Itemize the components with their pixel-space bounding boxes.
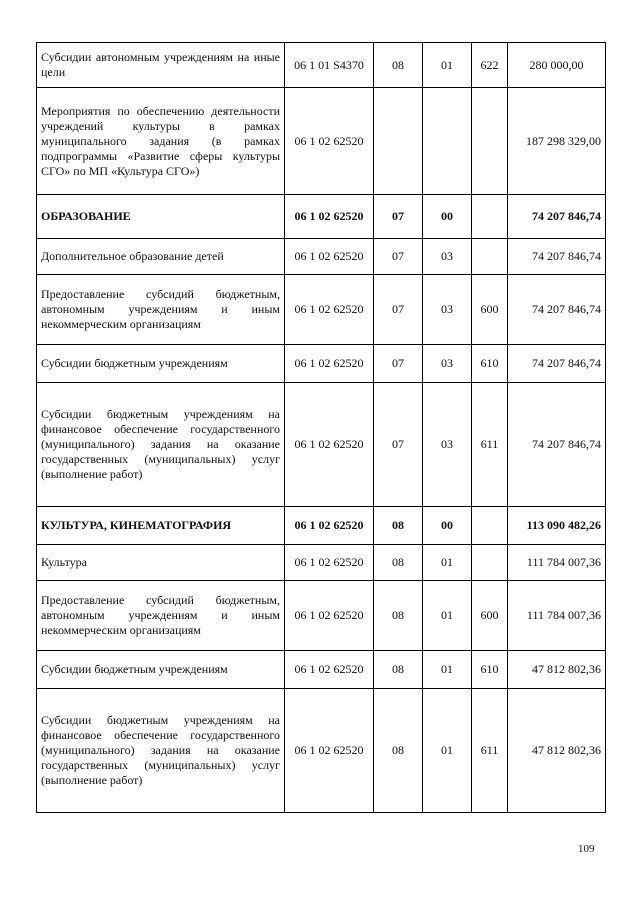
row-name: Дополнительное образование детей [37,239,285,275]
row-subsection: 01 [423,581,472,651]
row-expense-type: 622 [472,43,508,88]
table-row [37,507,606,545]
row-expense-type: 610 [472,651,508,689]
row-name: Субсидии бюджетным учреждениям на финансовое обеспечение государственного (муниципального) задания на оказание государственных (муниципальных) услуг (выполнение работ) [37,383,285,507]
row-expense-type: 600 [472,581,508,651]
row-section: 08 [374,651,423,689]
table-row [37,275,606,345]
row-name: Предоставление субсидий бюджетным, автономным учреждениям и иным некоммерческим организациям [37,275,285,345]
row-target-code: 06 1 02 62520 [285,545,374,581]
table-row [37,345,606,383]
row-target-code: 06 1 02 62520 [285,275,374,345]
row-expense-type [472,545,508,581]
row-section: 08 [374,545,423,581]
row-target-code: 06 1 02 62520 [285,507,374,545]
row-subsection: 01 [423,43,472,88]
row-subsection: 00 [423,195,472,239]
row-section: 08 [374,507,423,545]
table-row [37,651,606,689]
row-expense-type: 611 [472,383,508,507]
row-amount: 47 812 802,36 [508,651,606,689]
row-subsection [423,88,472,195]
row-name: Мероприятия по обеспечению деятельности учреждений культуры в рамках муниципального задания (в рамках подпрограммы «Развитие сферы культуры СГО» по МП «Культура СГО») [37,88,285,195]
row-target-code: 06 1 02 62520 [285,195,374,239]
row-section [374,88,423,195]
row-section: 07 [374,383,423,507]
row-target-code: 06 1 02 62520 [285,345,374,383]
row-amount: 74 207 846,74 [508,275,606,345]
row-subsection: 01 [423,689,472,813]
row-target-code: 06 1 02 62520 [285,689,374,813]
row-section: 08 [374,689,423,813]
row-name: КУЛЬТУРА, КИНЕМАТОГРАФИЯ [37,507,285,545]
page-number: 109 [578,843,595,855]
row-subsection: 03 [423,345,472,383]
row-amount: 74 207 846,74 [508,195,606,239]
row-amount: 187 298 329,00 [508,88,606,195]
row-amount: 280 000,00 [508,43,606,88]
table-row [37,43,606,88]
row-expense-type: 610 [472,345,508,383]
table-row [37,545,606,581]
row-expense-type: 611 [472,689,508,813]
row-amount: 74 207 846,74 [508,383,606,507]
table-row [37,195,606,239]
row-expense-type [472,195,508,239]
row-name: Субсидии бюджетным учреждениям на финансовое обеспечение государственного (муниципального) задания на оказание государственных (муниципальных) услуг (выполнение работ) [37,689,285,813]
row-name: Субсидии бюджетным учреждениям [37,651,285,689]
row-name: Предоставление субсидий бюджетным, автономным учреждениям и иным некоммерческим организациям [37,581,285,651]
row-amount: 113 090 482,26 [508,507,606,545]
row-target-code: 06 1 02 62520 [285,239,374,275]
row-subsection: 00 [423,507,472,545]
row-target-code: 06 1 01 S4370 [285,43,374,88]
row-subsection: 03 [423,275,472,345]
row-amount: 111 784 007,36 [508,581,606,651]
table-row [37,383,606,507]
table-row [37,88,606,195]
row-expense-type [472,239,508,275]
row-expense-type: 600 [472,275,508,345]
row-section: 08 [374,581,423,651]
row-subsection: 01 [423,545,472,581]
row-target-code: 06 1 02 62520 [285,581,374,651]
table-row [37,239,606,275]
row-amount: 47 812 802,36 [508,689,606,813]
row-section: 08 [374,43,423,88]
row-subsection: 01 [423,651,472,689]
table-row [37,581,606,651]
row-amount: 111 784 007,36 [508,545,606,581]
row-name: Субсидии автономным учреждениям на иные цели [37,43,285,88]
row-expense-type [472,507,508,545]
budget-table [36,42,606,813]
table-row [37,689,606,813]
row-target-code: 06 1 02 62520 [285,383,374,507]
row-section: 07 [374,345,423,383]
row-section: 07 [374,239,423,275]
row-section: 07 [374,195,423,239]
row-name: Культура [37,545,285,581]
row-name: Субсидии бюджетным учреждениям [37,345,285,383]
row-subsection: 03 [423,383,472,507]
row-amount: 74 207 846,74 [508,239,606,275]
row-expense-type [472,88,508,195]
row-amount: 74 207 846,74 [508,345,606,383]
row-target-code: 06 1 02 62520 [285,651,374,689]
row-subsection: 03 [423,239,472,275]
row-target-code: 06 1 02 62520 [285,88,374,195]
row-section: 07 [374,275,423,345]
row-name: ОБРАЗОВАНИЕ [37,195,285,239]
